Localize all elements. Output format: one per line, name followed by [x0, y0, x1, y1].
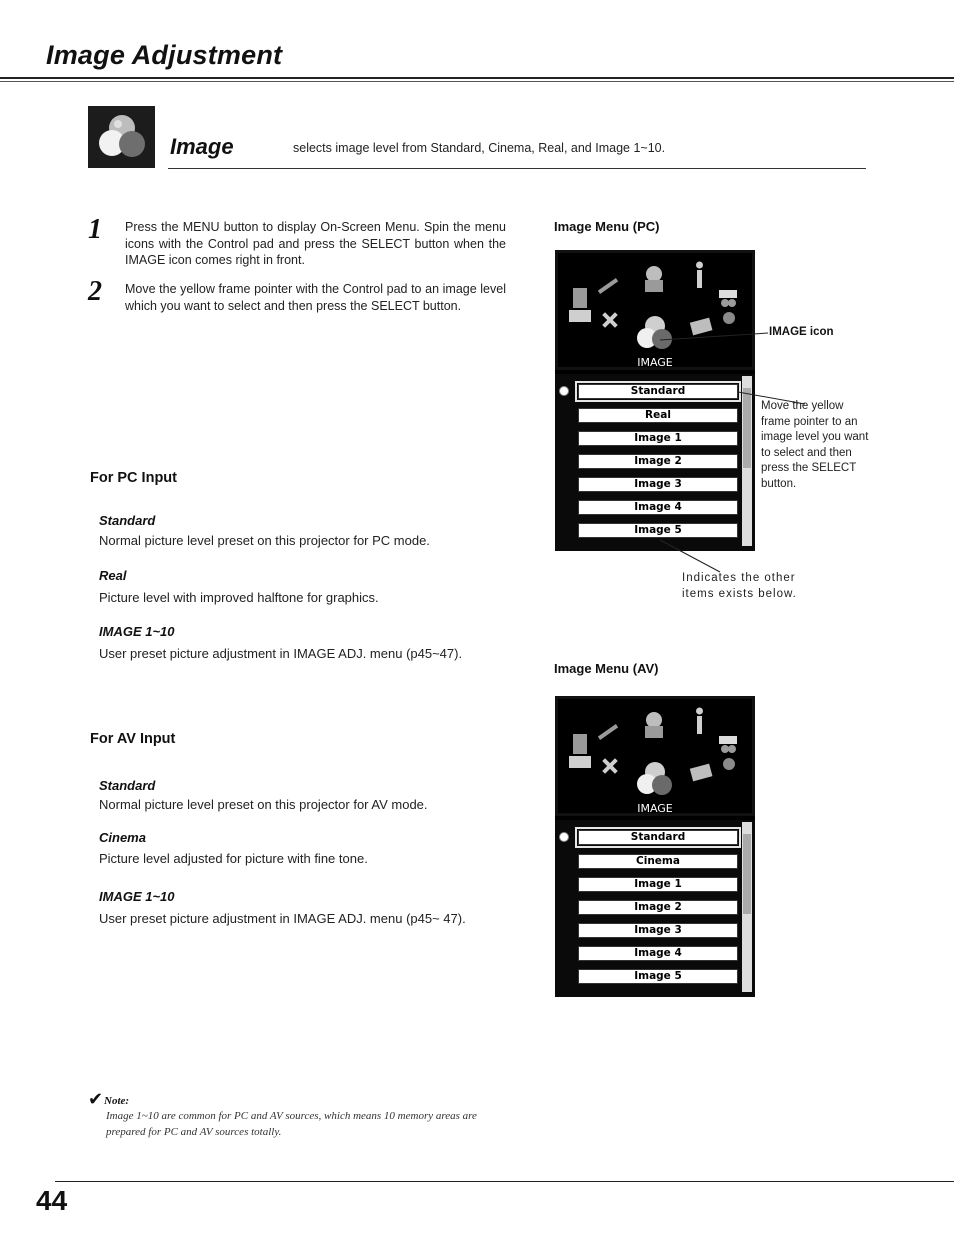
step-1-text: Press the MENU button to display On-Screen Menu. Spin the menu icons with the Control pad and press the SELECT button when the IMAGE icon comes right in front.: [125, 220, 506, 267]
menu-pc-item[interactable]: Image 1: [578, 431, 738, 446]
menu-av-scrollbar[interactable]: [742, 822, 752, 992]
menu-av-icon-wheel: [555, 696, 755, 816]
menu-av-item[interactable]: Image 3: [578, 923, 738, 938]
step-2-text: Move the yellow frame pointer with the Control pad to an image level which you want to select and then press the SELECT button.: [125, 282, 506, 313]
menu-pc-item[interactable]: Real: [578, 408, 738, 423]
menu-av-item[interactable]: Standard: [578, 830, 738, 845]
pc-item-title: Standard: [99, 513, 156, 528]
av-item-title: Cinema: [99, 830, 146, 845]
av-item-title: Standard: [99, 778, 156, 793]
image-description: selects image level from Standard, Cinema, Real, and Image 1~10.: [293, 141, 666, 155]
footer-rule: [55, 1181, 954, 1182]
av-item-desc: Picture level adjusted for picture with fine tone.: [99, 851, 368, 866]
menu-pc-item[interactable]: Image 4: [578, 500, 738, 515]
pc-item-desc: Normal picture level preset on this projector for PC mode.: [99, 533, 430, 548]
image-heading: Image: [170, 134, 234, 159]
menu-av-item[interactable]: Image 2: [578, 900, 738, 915]
checkmark-icon: ✔: [88, 1089, 104, 1109]
menu-av-item[interactable]: Cinema: [578, 854, 738, 869]
menu-pc-item[interactable]: Standard: [578, 384, 738, 399]
menu-av-item[interactable]: Image 4: [578, 946, 738, 961]
pc-item-desc: User preset picture adjustment in IMAGE ADJ. menu (p45~47).: [99, 646, 463, 661]
menu-av-item[interactable]: Image 1: [578, 877, 738, 892]
menu-pc-item[interactable]: Image 3: [578, 477, 738, 492]
step-1-number: 1: [88, 214, 102, 245]
av-item-title: IMAGE 1~10: [99, 889, 175, 904]
av-item-desc: User preset picture adjustment in IMAGE ADJ. menu (p45~ 47).: [99, 911, 466, 926]
menu-pc-caption: Image Menu (PC): [554, 219, 660, 234]
image-icon-callout: IMAGE icon: [769, 326, 834, 338]
step-2-number: 2: [88, 276, 102, 307]
page-number: 44: [36, 1185, 68, 1216]
menu-pc-item[interactable]: Image 2: [578, 454, 738, 469]
pc-item-desc: Picture level with improved halftone for graphics.: [99, 590, 379, 605]
menu-pc-item[interactable]: Image 5: [578, 523, 738, 538]
av-input-heading: For AV Input: [90, 731, 176, 747]
pointer-icon: [559, 832, 569, 842]
menu-av-item[interactable]: Image 5: [578, 969, 738, 984]
page-title: Image Adjustment: [46, 40, 283, 70]
more-items-callout: Indicates the other items exists below.: [682, 572, 797, 600]
menu-pc-screen-label: IMAGE: [637, 356, 673, 369]
note-text: Image 1~10 are common for PC and AV sources, which means 10 memory areas are prepared for PC and AV sources totally.: [106, 1110, 477, 1138]
menu-av-screenshot: [555, 696, 755, 997]
menu-av-list: [555, 820, 755, 997]
menu-av-caption: Image Menu (AV): [554, 661, 659, 676]
av-item-desc: Normal picture level preset on this projector for AV mode.: [99, 797, 428, 812]
note-label: Note:: [104, 1095, 130, 1107]
pc-item-title: IMAGE 1~10: [99, 624, 175, 639]
menu-av-screen-label: IMAGE: [637, 802, 673, 815]
pc-item-title: Real: [99, 568, 127, 583]
pc-input-heading: For PC Input: [90, 470, 177, 486]
pointer-callout: Move the yellow frame pointer to an image level you want to select and then press the SELECT button.: [761, 400, 869, 490]
